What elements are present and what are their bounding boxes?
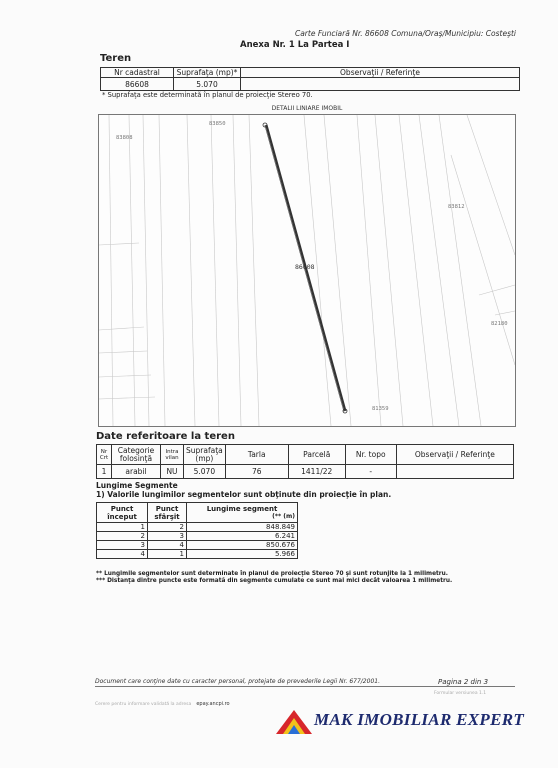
seg-row-2-end: 3: [148, 532, 187, 541]
seg-row-1-start: 1: [97, 523, 148, 532]
ref-cell-parcela: 1411/22: [288, 465, 345, 479]
seg-row-2-length: 6.241: [187, 532, 298, 541]
seg-header-lungime: [187, 503, 298, 523]
ref-header-nrtopo: Nr. topo: [345, 445, 396, 465]
ref-cell-tarla: 76: [225, 465, 288, 479]
ref-header-observatii: Observaţii / Referinţe: [396, 445, 513, 465]
seg-header-lungime-label: Lungime segment: [206, 504, 278, 513]
seg-row-4-start: 4: [97, 550, 148, 559]
teren-table: [100, 67, 520, 91]
ref-cell-nrtopo: -: [345, 465, 396, 479]
segmente-subtitle: 1) Valorile lungimilor segmentelor sunt obţinute din proiecţie în plan.: [96, 490, 392, 499]
plan-label-83812: 83812: [448, 204, 465, 210]
footer-divider: [95, 686, 515, 687]
plan-label-83808: 83808: [116, 135, 133, 141]
segmente-note-1: ** Lungimile segmentelor sunt determinate în planul de proiecţie Stereo 70 şi sunt rotunjite la 1 milimetru.: [96, 571, 448, 577]
seg-row-4-end: 1: [148, 550, 187, 559]
seg-row-3-length: 850.676: [187, 541, 298, 550]
plan-label-82180: 82180: [491, 321, 508, 327]
ref-cell-intravilan: NU: [161, 465, 184, 479]
footer-form-version: Formular versiunea 1.1: [434, 691, 487, 696]
mak-logo-text: MAK IMOBILIAR EXPERT: [314, 710, 525, 729]
footer-validation-text: Cerere pentru informare validată la adresa: [95, 702, 192, 707]
seg-row-3-end: 4: [148, 541, 187, 550]
footer-site-link[interactable]: epay.ancpi.ro: [196, 701, 230, 707]
footer-validation: [95, 690, 230, 709]
seg-header-sfarsit: Punct sfârşit: [148, 503, 187, 523]
teren-cell-observatii: [241, 78, 520, 91]
footer-doc-note: Document care conţine date cu caracter personal, protejate de prevederile Legii Nr. 677/2001.: [95, 678, 380, 685]
carte-funciara-header: Carte Funciară Nr. 86608 Comuna/Oraş/Municipiu: Costeşti: [294, 29, 516, 38]
plan-label-86608: 86608: [295, 263, 315, 271]
seg-row-1-length: 848.849: [187, 523, 298, 532]
ref-cell-nrcrt: 1: [97, 465, 112, 479]
segmente-title: Lungime Segmente: [96, 481, 178, 490]
teren-note: * Suprafaţa este determinată în planul de proiecţie Stereo 70.: [102, 91, 313, 99]
ref-header-tarla: Tarla: [225, 445, 288, 465]
referitoare-table: [96, 444, 514, 479]
teren-title: Teren: [100, 53, 132, 64]
footer-page-number: Pagina 2 din 3: [438, 678, 489, 686]
segmente-table: [96, 502, 298, 559]
teren-header-cadastral: Nr cadastral: [101, 68, 174, 78]
ref-header-categorie: Categorie folosinţă: [112, 445, 161, 465]
seg-header-inceput: Punct început: [97, 503, 148, 523]
plan-label-81359: 81359: [372, 406, 389, 412]
referitoare-title: Date referitoare la teren: [96, 431, 235, 442]
teren-header-observatii: Observaţii / Referinţe: [241, 68, 520, 78]
seg-header-unit: (** (m): [272, 512, 295, 520]
seg-row-4-length: 5.966: [187, 550, 298, 559]
plan-label-83850: 83850: [209, 121, 226, 127]
cadastral-plan: [98, 114, 516, 427]
ref-header-intravilan: Intra vilan: [161, 445, 184, 465]
ref-cell-suprafata: 5.070: [184, 465, 226, 479]
teren-cell-cadastral: 86608: [101, 78, 174, 91]
ref-header-nrcrt: Nr Crt: [97, 445, 112, 465]
ref-header-suprafata: Suprafaţa (mp): [184, 445, 226, 465]
teren-cell-suprafata: 5.070: [174, 78, 241, 91]
plan-title: DETALII LINIARE IMOBIL: [271, 105, 343, 112]
teren-header-suprafata: Suprafaţa (mp)*: [174, 68, 241, 78]
seg-row-1-end: 2: [148, 523, 187, 532]
segmente-note-2: *** Distanţa dintre puncte este formată din segmente cumulate ce sunt mai mici decât valoarea 1 milimetru.: [96, 578, 453, 584]
ref-cell-categorie: arabil: [112, 465, 161, 479]
ref-header-parcela: Parcelă: [288, 445, 345, 465]
seg-row-2-start: 2: [97, 532, 148, 541]
seg-row-3-start: 3: [97, 541, 148, 550]
mak-logo-icon: [274, 708, 314, 736]
ref-cell-observatii: [396, 465, 513, 479]
anexa-title: Anexa Nr. 1 La Partea I: [240, 40, 350, 50]
